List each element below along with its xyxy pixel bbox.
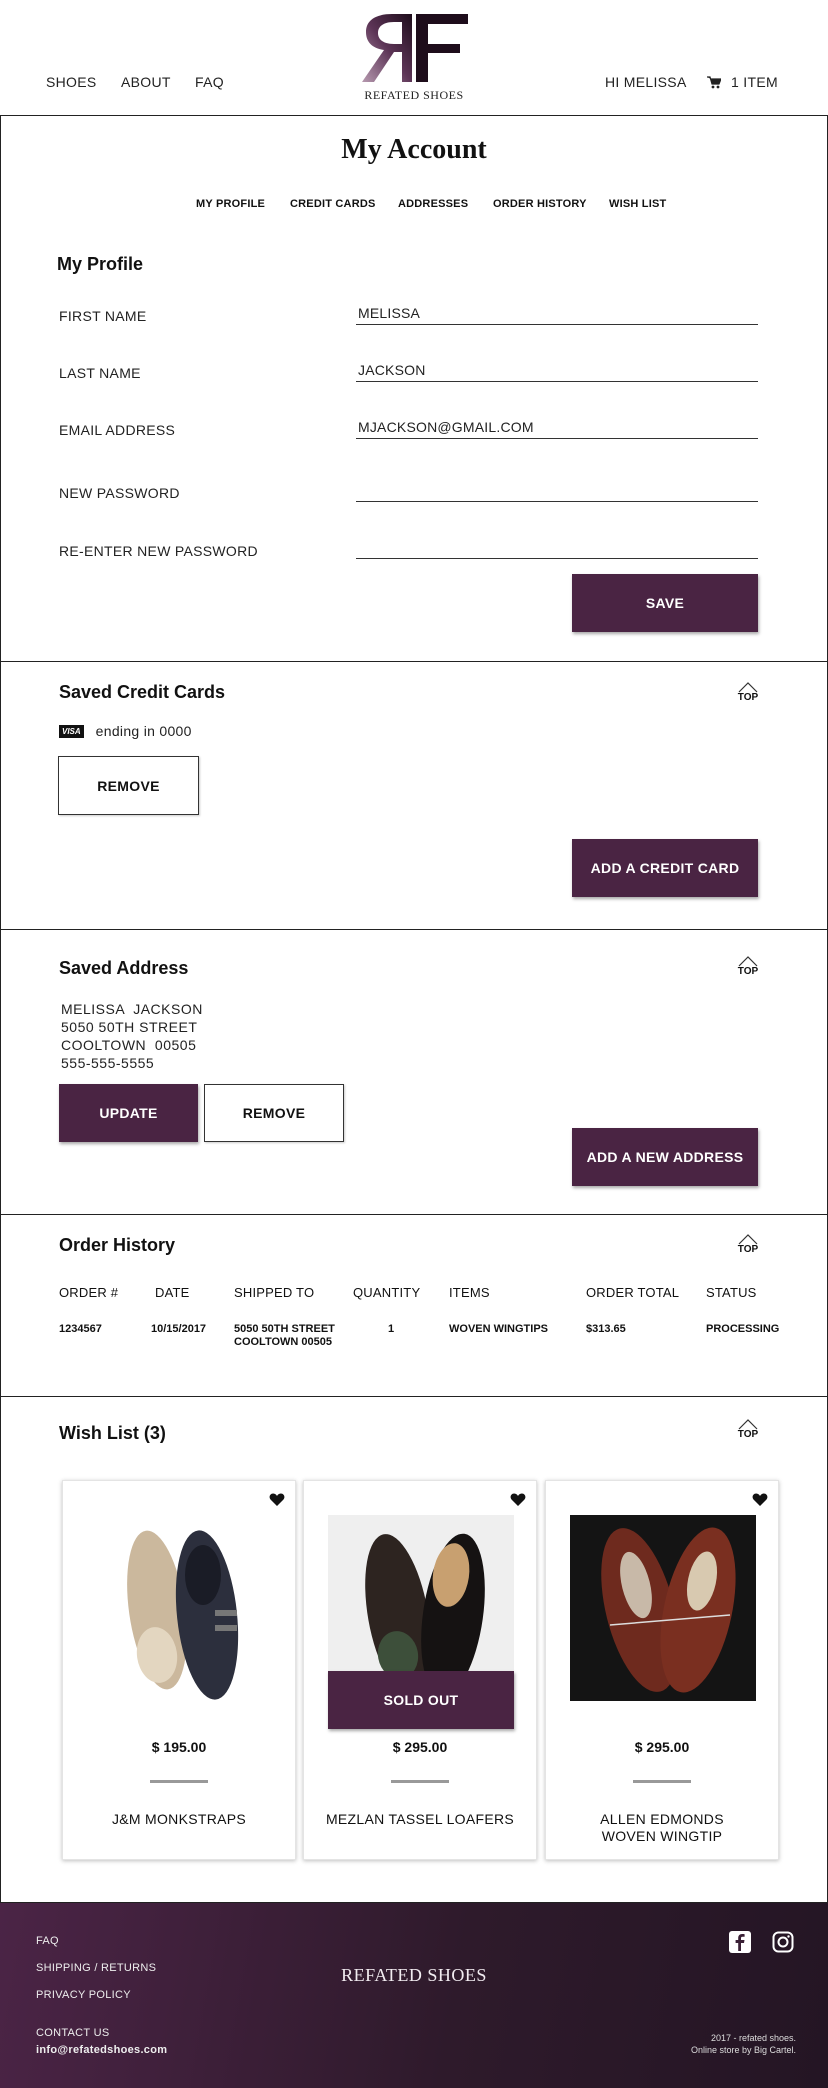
tab-wish-list[interactable]: WISH LIST [609, 198, 667, 210]
cart-link[interactable] [707, 74, 778, 90]
top-label: TOP [737, 692, 759, 703]
item-name[interactable]: MEZLAN TASSEL LOAFERS [325, 1811, 515, 1827]
logo-mark-icon [356, 2, 472, 88]
wishlist-title: Wish List (3) [59, 1423, 166, 1443]
card-ending-text: ending in 0000 [95, 723, 192, 739]
last-name-label: LAST NAME [59, 365, 141, 381]
confirm-password-field[interactable] [356, 537, 758, 559]
facebook-icon[interactable] [729, 1931, 751, 1953]
logo[interactable] [356, 2, 472, 103]
logo-text: REFATED SHOES [364, 88, 464, 102]
item-name[interactable]: ALLEN EDMONDS WOVEN WINGTIP [600, 1811, 724, 1844]
new-password-label: NEW PASSWORD [59, 485, 180, 501]
confirm-password-label: RE-ENTER NEW PASSWORD [59, 543, 258, 559]
heart-icon[interactable] [510, 1493, 526, 1507]
saved-card [59, 723, 192, 739]
tab-order-history[interactable]: ORDER HISTORY [493, 198, 587, 210]
footer-copyright: 2017 - refated shoes. Online store by Big Cartel. [690, 2033, 796, 2055]
address-panel [0, 929, 828, 1215]
top-link[interactable] [728, 1232, 768, 1255]
cart-count: 1 ITEM [731, 74, 778, 90]
footer-email-link[interactable]: info@refatedshoes.com [36, 2044, 168, 2056]
first-name-label: FIRST NAME [59, 308, 147, 324]
email-label: EMAIL ADDRESS [59, 422, 176, 438]
chevron-up-icon [738, 955, 758, 967]
instagram-icon[interactable] [772, 1931, 794, 1953]
greeting[interactable]: HI MELISSA [605, 74, 687, 90]
nav-shoes-link[interactable]: SHOES [46, 74, 97, 90]
order-quantity: 1 [388, 1323, 395, 1335]
save-button[interactable]: SAVE [572, 574, 758, 632]
credit-cards-title: Saved Credit Cards [59, 682, 226, 702]
col-items: ITEMS [449, 1285, 490, 1300]
heart-icon[interactable] [269, 1493, 285, 1507]
col-quantity: QUANTITY [353, 1285, 421, 1300]
order-shipped-to-city: COOLTOWN 00505 [234, 1336, 333, 1348]
wishlist-card[interactable] [303, 1480, 537, 1860]
sold-out-badge: SOLD OUT [328, 1671, 514, 1729]
address-name: MELISSA JACKSON [61, 1001, 203, 1017]
last-name-field[interactable]: JACKSON [356, 360, 758, 382]
top-label: TOP [737, 1244, 759, 1255]
col-shipped-to: SHIPPED TO [234, 1285, 315, 1300]
chevron-up-icon [738, 1233, 758, 1245]
visa-icon: VISA [59, 725, 84, 738]
credit-cards-panel [0, 661, 828, 930]
nav-about-link[interactable]: ABOUT [121, 74, 171, 90]
address-title: Saved Address [59, 958, 189, 978]
chevron-up-icon [738, 681, 758, 693]
add-credit-card-button[interactable]: ADD A CREDIT CARD [572, 839, 758, 897]
chevron-up-icon [738, 1418, 758, 1430]
shoe-image [87, 1515, 273, 1701]
tab-credit-cards[interactable]: CREDIT CARDS [290, 198, 376, 210]
col-order-number: ORDER # [59, 1285, 119, 1300]
order-date: 10/15/2017 [151, 1323, 207, 1335]
order-history-title: Order History [59, 1235, 176, 1255]
col-status: STATUS [706, 1285, 757, 1300]
top-label: TOP [737, 966, 759, 977]
first-name-field[interactable]: MELISSA [356, 303, 758, 325]
item-price: $ 195.00 [151, 1739, 207, 1755]
nav-faq-link[interactable]: FAQ [195, 74, 224, 90]
item-price: $ 295.00 [392, 1739, 448, 1755]
tab-my-profile[interactable]: MY PROFILE [196, 198, 266, 210]
divider [391, 1780, 449, 1783]
footer-faq-link[interactable]: FAQ [36, 1935, 59, 1947]
address-street: 5050 50TH STREET [61, 1019, 198, 1035]
profile-title: My Profile [57, 254, 144, 274]
col-order-total: ORDER TOTAL [586, 1285, 680, 1300]
heart-icon[interactable] [752, 1493, 768, 1507]
item-name[interactable]: J&M MONKSTRAPS [111, 1811, 247, 1827]
new-password-field[interactable] [356, 480, 758, 502]
update-address-button[interactable]: UPDATE [59, 1084, 198, 1142]
item-price: $ 295.00 [634, 1739, 690, 1755]
address-block [61, 1000, 203, 1072]
footer-shipping-link[interactable]: SHIPPING / RETURNS [36, 1962, 157, 1974]
tab-addresses[interactable]: ADDRESSES [398, 198, 469, 210]
remove-card-button[interactable]: REMOVE [58, 756, 199, 815]
col-date: DATE [155, 1285, 190, 1300]
top-link[interactable] [728, 680, 768, 703]
address-phone: 555-555-5555 [61, 1055, 155, 1071]
footer-privacy-link[interactable]: PRIVACY POLICY [36, 1989, 131, 2001]
order-history-panel [0, 1214, 828, 1398]
cart-icon [707, 76, 721, 89]
top-label: TOP [737, 1429, 759, 1440]
email-field[interactable]: MJACKSON@GMAIL.COM [356, 417, 758, 439]
top-link[interactable] [728, 954, 768, 977]
order-status: PROCESSING [706, 1323, 780, 1335]
page-title: My Account [341, 134, 487, 165]
shoe-image [570, 1515, 756, 1701]
top-link[interactable] [728, 1417, 768, 1440]
footer [0, 1903, 828, 2088]
wishlist-card[interactable] [545, 1480, 779, 1860]
order-total: $313.65 [586, 1323, 626, 1335]
divider [150, 1780, 208, 1783]
remove-address-button[interactable]: REMOVE [204, 1084, 344, 1142]
order-shipped-to-street: 5050 50TH STREET [234, 1323, 335, 1335]
wishlist-card[interactable] [62, 1480, 296, 1860]
add-address-button[interactable]: ADD A NEW ADDRESS [572, 1128, 758, 1186]
footer-contact-link[interactable]: CONTACT US [36, 2027, 110, 2039]
address-city: COOLTOWN 00505 [61, 1037, 197, 1053]
order-items: WOVEN WINGTIPS [449, 1323, 548, 1335]
divider [633, 1780, 691, 1783]
footer-brand: REFATED SHOES [341, 1965, 487, 1985]
order-number: 1234567 [59, 1323, 102, 1335]
profile-panel [0, 115, 828, 662]
